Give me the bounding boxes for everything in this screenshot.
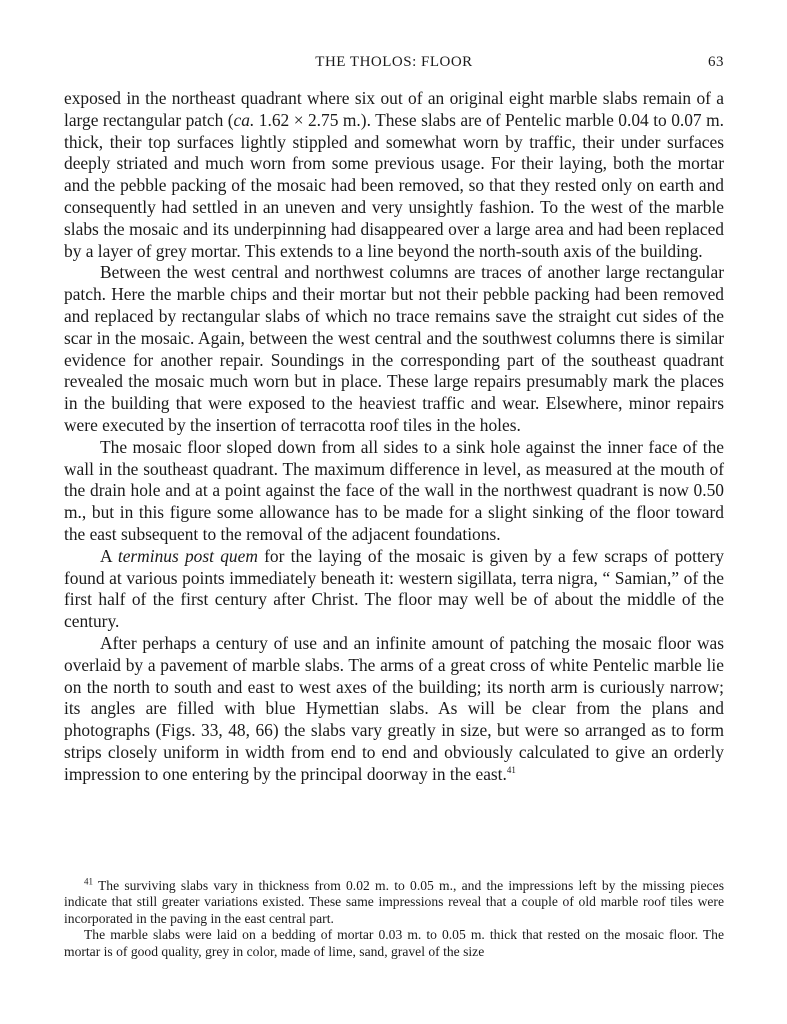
footnote-41-marker: 41: [84, 876, 93, 887]
footnote-reference-41: 41: [506, 764, 516, 775]
footnote-41: [64, 878, 724, 927]
footnote-continuation: The marble slabs were laid on a bedding of mortar 0.03 m. to 0.05 m. thick that rested on the mosaic floor. The mortar is of good quality, grey in color, made of lime, sand, gravel of the size: [64, 927, 724, 959]
page-number: 63: [708, 54, 724, 70]
paragraph-1-text: exposed in the northeast quadrant where six out of an original eight marble slabs remain of a large rectangular patch (: [64, 88, 724, 130]
paragraph-4: [64, 546, 724, 633]
main-text: [64, 88, 724, 786]
paragraph-1-dims: 1.62 × 2.75 m.). These slabs are of Pentelic marble 0.04 to 0.07 m. thick, their top surfaces lightly stippled and somewhat worn by traffic, their under surfaces deeply striated and much worn from some previous usage. For their laying, both the mortar and the pebble packing of the mosaic had been removed, so that they rested only on earth and consequently had settled in an uneven and very unsightly fashion. To the west of the marble slabs the mosaic and its underpinning had disappeared over a large area and had been replaced by a layer of grey mortar. This extends to a line beyond the north-south axis of the building.: [64, 109, 724, 261]
paragraph-1: [64, 88, 724, 262]
running-head: [64, 54, 724, 74]
footnotes: [64, 878, 724, 960]
running-title: THE THOLOS: FLOOR: [315, 54, 473, 70]
terminus-post-quem-italic: terminus post quem: [117, 545, 258, 566]
footnote-41-text: The surviving slabs vary in thickness from 0.02 m. to 0.05 m., and the impressions left by the missing pieces indicate that still greater variations existed. These same impressions reveal that a couple of old marble roof tiles were incorporated in the paving in the east central part.: [64, 878, 724, 926]
paragraph-4-lead: A: [100, 545, 118, 566]
paragraph-4-rest: for the laying of the mosaic is given by a few scraps of pottery found at various points immediately beneath it: western sigillata, terra nigra, “ Samian,” of the first half of the first century after Christ. The floor may well be of about the middle of the century.: [64, 545, 724, 632]
paragraph-5-text: After perhaps a century of use and an infinite amount of patching the mosaic floor was overlaid by a pavement of marble slabs. The arms of a great cross of white Pentelic marble lie on the north to south and east to west axes of the building; its north arm is curiously narrow; its angles are filled with blue Hymettian slabs. As will be clear from the plans and photographs (Figs. 33, 48, 66) the slabs vary greatly in size, but were so arranged as to form strips closely uniform in width from end to end and obviously calculated to give an orderly impression to one entering by the principal doorway in the east.: [64, 632, 724, 784]
paragraph-5: [64, 633, 724, 786]
paragraph-2: Between the west central and northwest columns are traces of another large rectangular patch. Here the marble chips and their mortar but not their pebble packing had been removed and replaced by rectangular slabs of which no trace remains save the straight cut sides of the scar in the mosaic. Again, between the west central and the southwest columns there is similar evidence for another repair. Soundings in the corresponding part of the southeast quadrant revealed the mosaic much worn but in place. These large repairs presumably mark the places in the building that were exposed to the heaviest traffic and wear. Elsewhere, minor repairs were executed by the insertion of terracotta roof tiles in the holes.: [64, 262, 724, 435]
paragraph-3: The mosaic floor sloped down from all sides to a sink hole against the inner face of the wall in the southeast quadrant. The maximum difference in level, as measured at the mouth of the drain hole and at a point against the face of the wall in the northwest quadrant is now 0.50 m., but in this figure some allowance has to be made for a slight sinking of the floor toward the east subsequent to the removal of the adjacent foundations.: [64, 436, 724, 544]
paragraph-1-italic-ca: ca.: [233, 109, 255, 130]
